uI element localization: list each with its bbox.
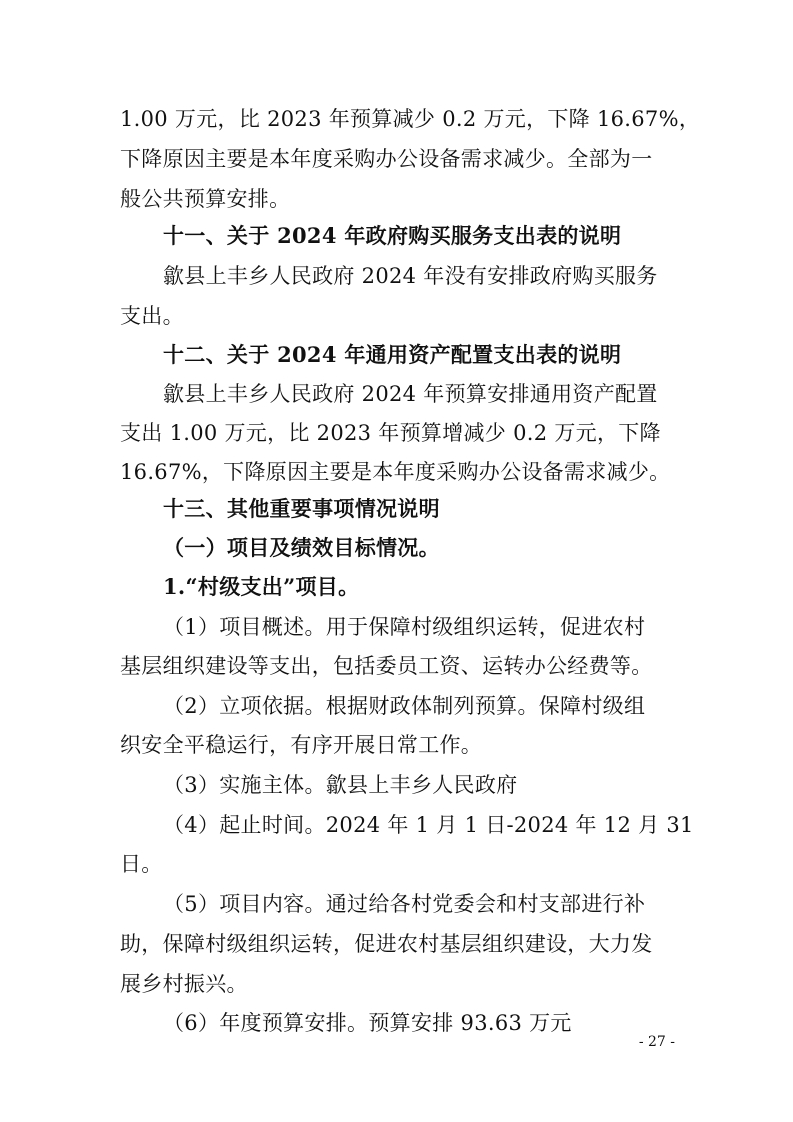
paragraph-line: 支出。 — [120, 304, 184, 328]
paragraph-line: 基层组织建设等支出，包括委员工资、运转办公经费等。 — [120, 654, 653, 678]
paragraph-line: （1）项目概述。用于保障村级组织运转，促进农村 — [163, 615, 646, 639]
paragraph-line: （4）起止时间。2024 年 1 月 1 日-2024 年 12 月 31 — [163, 813, 694, 837]
section-heading: （一）项目及绩效目标情况。 — [163, 535, 440, 560]
paragraph-line: 日。 — [120, 852, 163, 876]
paragraph-line: （5）项目内容。通过给各村党委会和村支部进行补 — [163, 892, 646, 916]
paragraph-line: 1.00 万元，比 2023 年预算减少 0.2 万元，下降 16.67%， — [120, 107, 701, 131]
paragraph-line: 般公共预算安排。 — [120, 187, 291, 211]
paragraph-line: （6）年度预算安排。预算安排 93.63 万元 — [163, 1011, 572, 1035]
section-heading: 1.“村级支出”项目。 — [163, 574, 360, 599]
paragraph-line: （3）实施主体。歙县上丰乡人民政府 — [163, 773, 518, 797]
paragraph-line: 歙县上丰乡人民政府 2024 年预算安排通用资产配置 — [163, 382, 658, 406]
paragraph-line: 16.67%，下降原因主要是本年度采购办公设备需求减少。 — [120, 460, 671, 484]
page-number: - 27 - — [638, 1034, 675, 1050]
section-heading: 十一、关于 2024 年政府购买服务支出表的说明 — [163, 223, 622, 248]
paragraph-line: （2）立项依据。根据财政体制列预算。保障村级组 — [163, 694, 646, 718]
paragraph-line: 展乡村振兴。 — [120, 972, 248, 996]
paragraph-line: 支出 1.00 万元，比 2023 年预算增减少 0.2 万元，下降 — [120, 421, 661, 445]
paragraph-line: 歙县上丰乡人民政府 2024 年没有安排政府购买服务 — [163, 264, 658, 288]
paragraph-line: 助，保障村级组织运转，促进农村基层组织建设，大力发 — [120, 932, 653, 956]
section-heading: 十三、其他重要事项情况说明 — [163, 496, 440, 521]
paragraph-line: 织安全平稳运行，有序开展日常工作。 — [120, 733, 483, 757]
section-heading: 十二、关于 2024 年通用资产配置支出表的说明 — [163, 342, 622, 367]
paragraph-line: 下降原因主要是本年度采购办公设备需求减少。全部为一 — [120, 147, 653, 171]
